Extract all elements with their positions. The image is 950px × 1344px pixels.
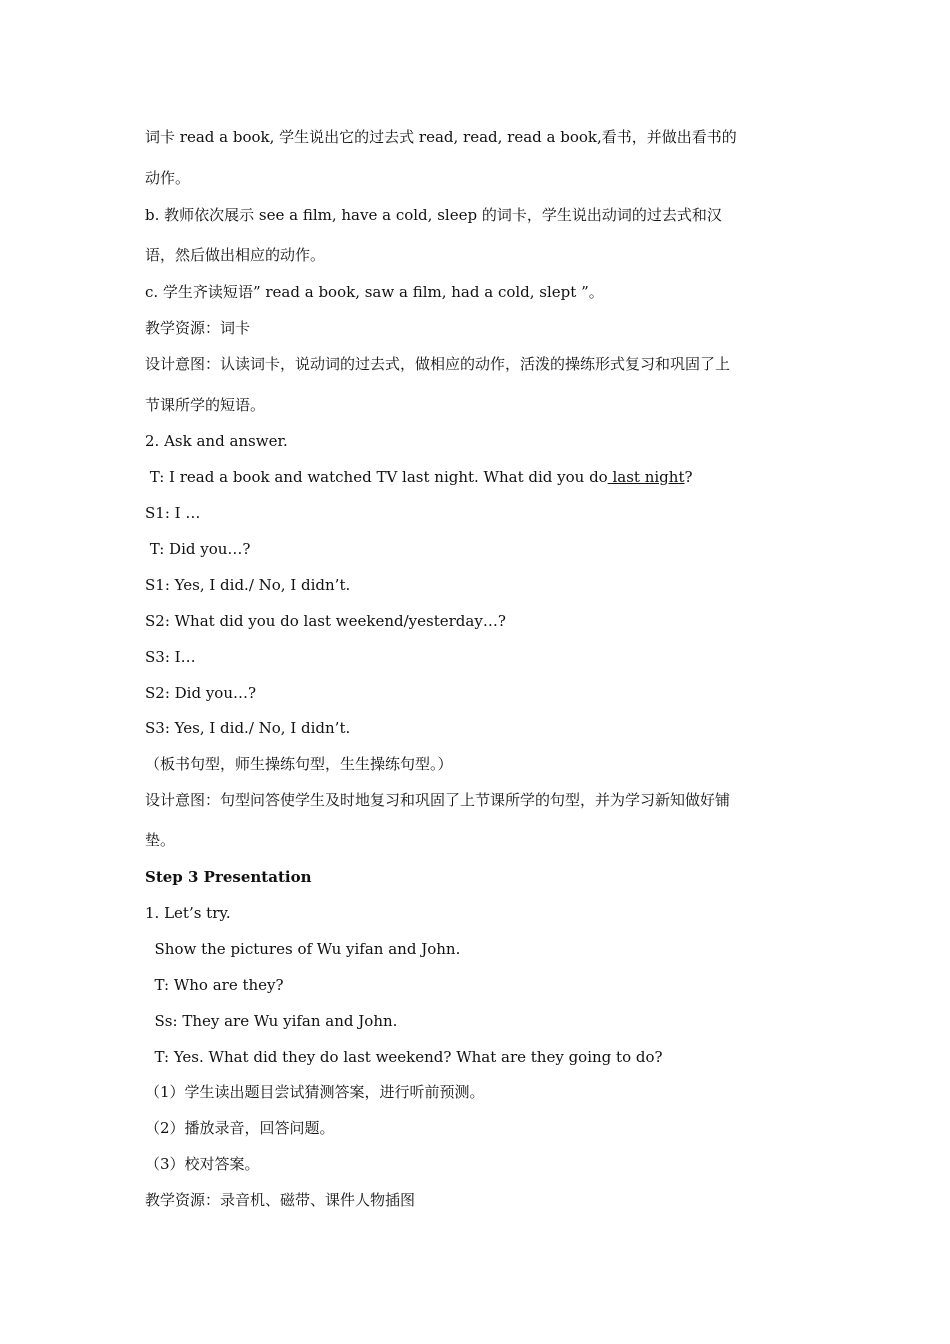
section-heading: Step 3 Presentation — [145, 868, 312, 886]
text-line-26: T: Yes. What did they do last weekend? What are they going to do? — [145, 1048, 663, 1066]
text-line-1: 词卡 read a book, 学生说出它的过去式 read, read, read a book,看书，并做出看书的 — [145, 128, 737, 146]
text-line-5: c. 学生齐读短语” read a book, saw a film, had a cold, slept ”。 — [145, 283, 604, 301]
text-line-19: 设计意图：句型问答使学生及时地复习和巩固了上节课所学的句型，并为学习新知做好铺 — [145, 791, 731, 809]
text-line-24: T: Who are they? — [145, 976, 284, 994]
teacher-question: T: I read a book and watched TV last night. What did you do — [145, 468, 608, 486]
text-line-25: Ss: They are Wu yifan and John. — [145, 1012, 398, 1030]
text-line-8: 节课所学的短语。 — [145, 396, 266, 414]
text-line-29: （3）校对答案。 — [145, 1155, 260, 1173]
text-line-2: 动作。 — [145, 169, 191, 187]
text-line-3: b. 教师依次展示 see a film, have a cold, sleep 的词卡，学生说出动词的过去式和汉 — [145, 206, 722, 224]
text-line-10 — [145, 467, 693, 487]
text-line-23: Show the pictures of Wu yifan and John. — [145, 940, 461, 958]
text-line-6: 教学资源：词卡 — [145, 319, 251, 337]
text-line-20: 垫。 — [145, 831, 176, 849]
text-line-27: （1）学生读出题目尝试猜测答案，进行听前预测。 — [145, 1083, 485, 1101]
text-line-13: S1: Yes, I did./ No, I didn’t. — [145, 576, 351, 594]
text-line-4: 语，然后做出相应的动作。 — [145, 246, 326, 264]
text-line-15: S3: I… — [145, 648, 196, 666]
text-line-7: 设计意图：认读词卡，说动词的过去式，做相应的动作，活泼的操练形式复习和巩固了上 — [145, 355, 731, 373]
text-line-18: （板书句型，师生操练句型，生生操练句型。） — [145, 755, 453, 773]
text-line-17: S3: Yes, I did./ No, I didn’t. — [145, 719, 351, 737]
question-mark: ? — [684, 468, 693, 486]
text-line-16: S2: Did you…? — [145, 684, 257, 702]
text-line-12: T: Did you…? — [145, 540, 251, 558]
underlined-phrase: last night — [607, 468, 685, 486]
text-line-11: S1: I … — [145, 504, 201, 522]
text-line-14: S2: What did you do last weekend/yesterday…? — [145, 612, 506, 630]
text-line-9: 2. Ask and answer. — [145, 432, 288, 450]
text-line-22: 1. Let’s try. — [145, 904, 231, 922]
text-line-28: （2）播放录音，回答问题。 — [145, 1119, 335, 1137]
text-line-30: 教学资源：录音机、磁带、课件人物插图 — [145, 1191, 416, 1209]
